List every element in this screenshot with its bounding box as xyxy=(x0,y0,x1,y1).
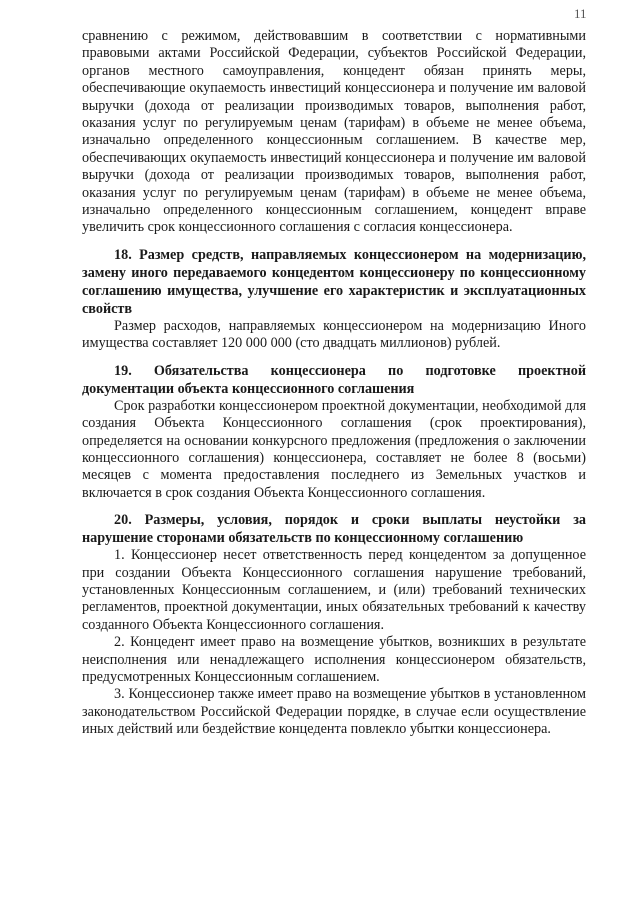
section-paragraph: Срок разработки концессионером проектной документации, необходимой для создания Объекта Концессионного соглашения (срок проектирования), определяется на основании конкурсного предложения (предложения о заключении концессионного соглашения) концессионера, составляет не более 8 (восьми) месяцев с момента предоставления последнего из Земельных участков и включается в срок создания Объекта Концессионного соглашения. xyxy=(82,397,586,501)
section-20 xyxy=(82,511,586,738)
page-number: 11 xyxy=(574,6,587,21)
section-heading: 18. Размер средств, направляемых концессионером на модернизацию, замену иного передаваемого концедентом концессионеру по концессионному соглашению имущества, улучшение его характеристик и эксплуатационных свойств xyxy=(82,246,586,317)
section-heading: 19. Обязательства концессионера по подготовке проектной документации объекта концессионного соглашения xyxy=(82,362,586,397)
section-18 xyxy=(82,246,586,353)
section-paragraph: 3. Концессионер также имеет право на возмещение убытков в установленном законодательством Российской Федерации порядке, в случае если осуществление иных действий или бездействие концедента повлекло убытки концессионера. xyxy=(82,686,586,738)
intro-paragraph: сравнению с режимом, действовавшим в соответствии с нормативными правовыми актами Российской Федерации, субъектов Российской Федерации, органов местного самоуправления, концедент обязан принять меры, обеспечивающие окупаемость инвестиций концессионера и получение им валовой выручки (дохода от реализации производимых товаров, выполнения работ, оказания услуг по регулируемым ценам (тарифам) в объеме не менее объема, изначально определенного концессионным соглашением. В качестве мер, обеспечивающих окупаемость инвестиций концессионера и получение им валовой выручки (дохода от реализации производимых товаров, выполнения работ, оказания услуг по регулируемым ценам (тарифам) в объеме не менее объема, изначально определенного концессионным соглашением, концедент вправе увеличить срок концессионного соглашения с согласия концессионера. xyxy=(82,28,586,236)
section-paragraph: 2. Концедент имеет право на возмещение убытков, возникших в результате неисполнения или ненадлежащего исполнения концессионером обязательств, предусмотренных Концессионным соглашением. xyxy=(82,634,586,685)
section-19 xyxy=(82,362,586,502)
document-body xyxy=(82,28,586,739)
section-heading: 20. Размеры, условия, порядок и сроки выплаты неустойки за нарушение сторонами обязательств по концессионному соглашению xyxy=(82,512,586,547)
section-paragraph: Размер расходов, направляемых концессионером на модернизацию Иного имущества составляет 120 000 000 (сто двадцать миллионов) рублей. xyxy=(82,317,586,352)
section-paragraph: 1. Концессионер несет ответственность перед концедентом за допущенное при создании Объекта Концессионного соглашения нарушение требований, установленных Концессионным соглашением, и (или) требований технических регламентов, проектной документации, иных обязательных требований к качеству созданного Объекта Концессионного соглашения. xyxy=(82,547,586,633)
